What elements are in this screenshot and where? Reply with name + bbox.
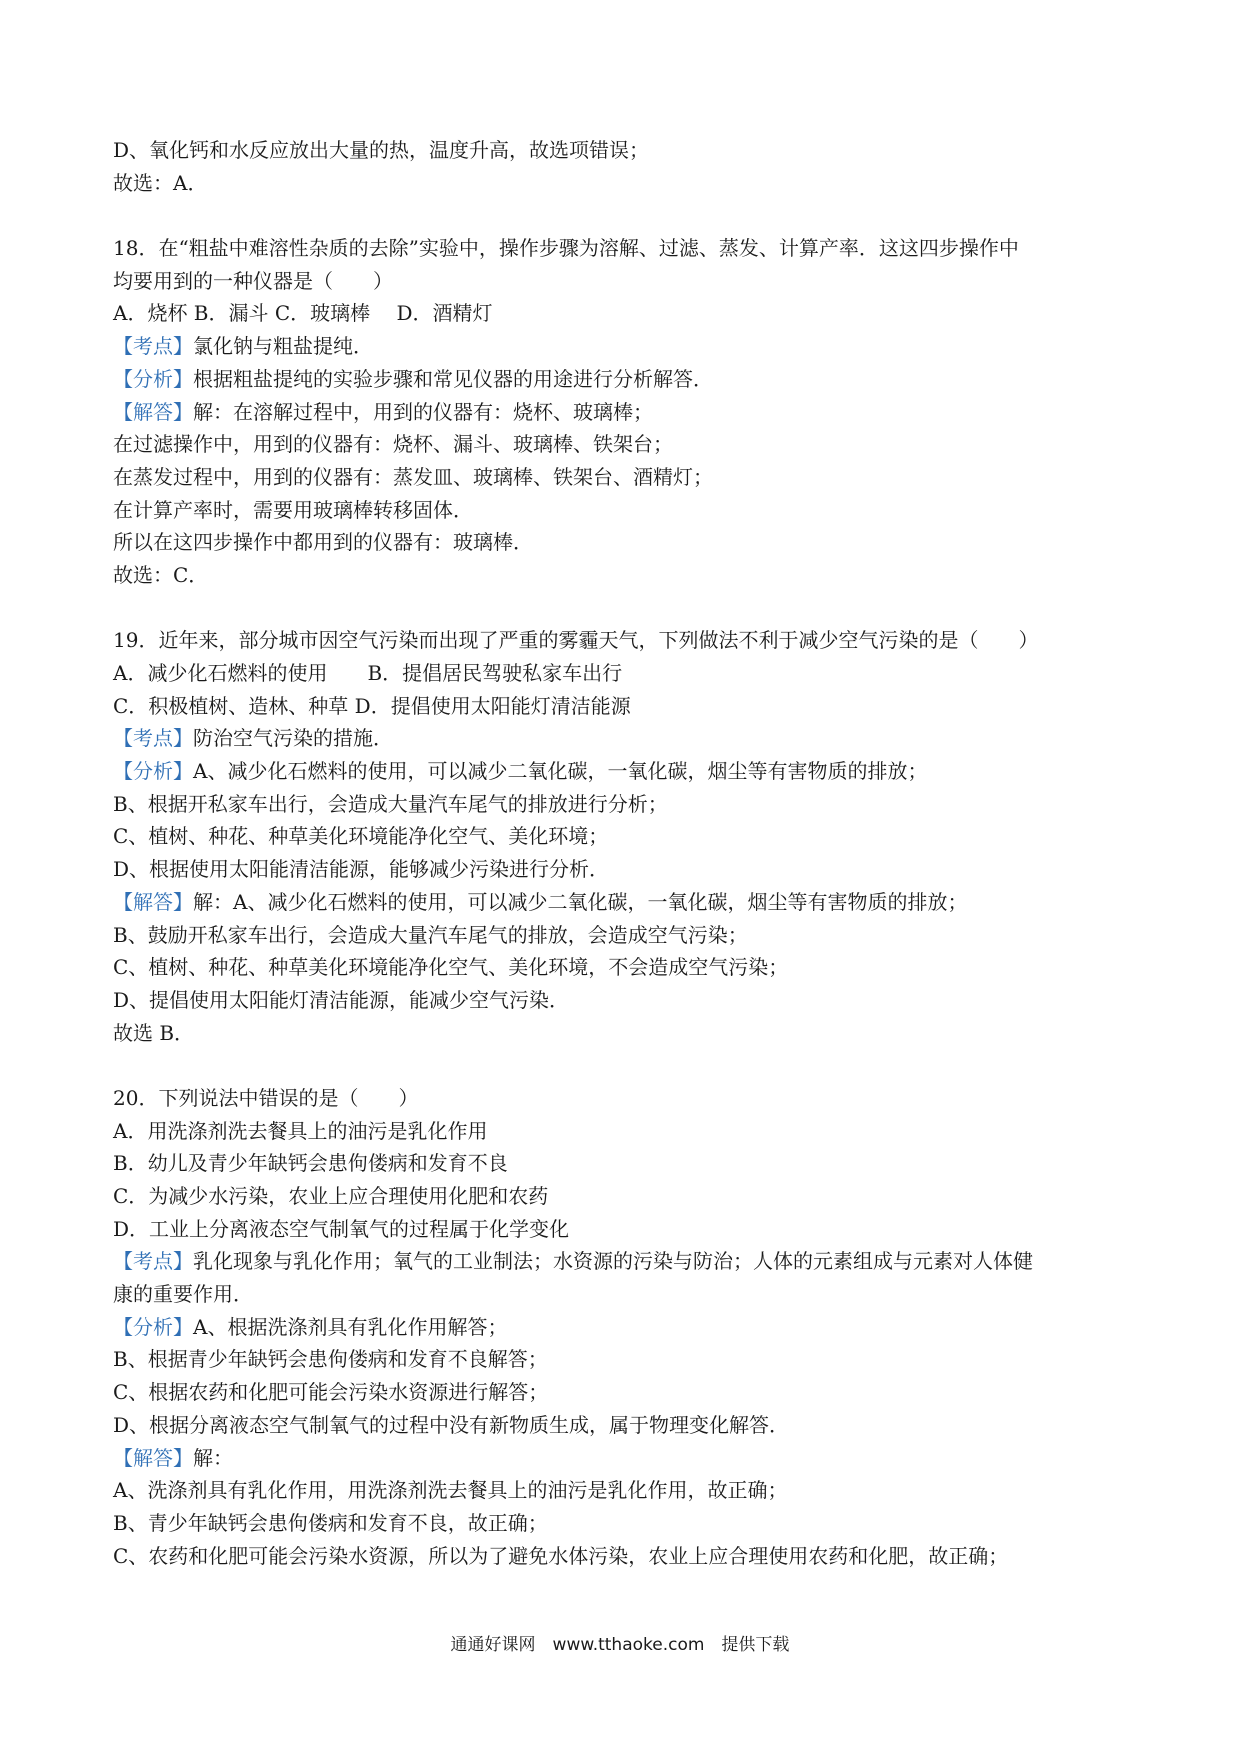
q20-stem: 20．下列说法中错误的是（ ） — [113, 1085, 419, 1110]
fenxi-tag: 【分析】 — [113, 759, 193, 784]
fenxi-text: A、减少化石燃料的使用，可以减少二氧化碳，一氧化碳，烟尘等有害物质的排放； — [193, 759, 928, 784]
q19-stem: 19．近年来，部分城市因空气污染而出现了严重的雾霾天气，下列做法不利于减少空气污染的是（ ） — [113, 628, 1039, 653]
q18-jieda-line: 在蒸发过程中，用到的仪器有：蒸发皿、玻璃棒、铁架台、酒精灯； — [113, 464, 713, 489]
q19-fenxi — [113, 755, 1133, 788]
jieda-tag: 【解答】 — [113, 1445, 193, 1470]
q19-jieda-line: C、植树、种花、种草美化环境能净化空气、美化环境，不会造成空气污染； — [113, 955, 789, 980]
kaodian-text: 乳化现象与乳化作用；氧气的工业制法；水资源的污染与防治；人体的元素组成与元素对人体健 — [193, 1249, 1033, 1274]
page-footer: 通通好课网 www.tthaoke.com 提供下载 — [450, 1635, 790, 1655]
q19-fenxi-line: D、根据使用太阳能清洁能源，能够减少污染进行分析． — [113, 857, 610, 882]
q20-option-c: C．为减少水污染，农业上应合理使用化肥和农药 — [113, 1184, 549, 1208]
q20-fenxi-line: B、根据青少年缺钙会患佝偻病和发育不良解答； — [113, 1347, 548, 1372]
document-body — [113, 134, 1133, 1572]
jieda-text: 解：在溶解过程中，用到的仪器有：烧杯、玻璃棒； — [193, 399, 653, 424]
q20-kaodian — [113, 1245, 1133, 1278]
q18-kaodian — [113, 330, 1133, 363]
q18-jieda — [113, 396, 1133, 429]
q19-fenxi-line: C、植树、种花、种草美化环境能净化空气、美化环境； — [113, 824, 609, 849]
q18-stem-cont: 均要用到的一种仪器是（ ） — [113, 268, 393, 293]
jieda-tag: 【解答】 — [113, 399, 193, 424]
jieda-text: 解：A、减少化石燃料的使用，可以减少二氧化碳，一氧化碳，烟尘等有害物质的排放； — [193, 889, 968, 914]
q18-fenxi — [113, 363, 1133, 396]
prev-option-d-analysis: D、氧化钙和水反应放出大量的热，温度升高，故选项错误； — [113, 138, 650, 162]
q18-answer: 故选：C． — [113, 562, 209, 587]
q19-jieda — [113, 886, 1133, 919]
q18-jieda-line: 在计算产率时，需要用玻璃棒转移固体． — [113, 497, 473, 522]
kaodian-tag: 【考点】 — [113, 1249, 193, 1274]
q20-option-a: A．用洗涤剂洗去餐具上的油污是乳化作用 — [113, 1118, 488, 1143]
q20-jieda-line: A、洗涤剂具有乳化作用，用洗涤剂洗去餐具上的油污是乳化作用，故正确； — [113, 1478, 788, 1503]
fenxi-tag: 【分析】 — [113, 1314, 193, 1339]
q18-jieda-line: 在过滤操作中，用到的仪器有：烧杯、漏斗、玻璃棒、铁架台； — [113, 432, 673, 457]
kaodian-text: 防治空气污染的措施． — [193, 726, 393, 751]
kaodian-tag: 【考点】 — [113, 334, 193, 359]
q18-stem: 18．在“粗盐中难溶性杂质的去除”实验中，操作步骤为溶解、过滤、蒸发、计算产率．这这四步操作中 — [113, 236, 1019, 261]
prev-answer: 故选：A． — [113, 170, 208, 195]
q20-jieda-line: B、青少年缺钙会患佝偻病和发育不良，故正确； — [113, 1510, 548, 1535]
q19-fenxi-line: B、根据开私家车出行，会造成大量汽车尾气的排放进行分析； — [113, 791, 668, 816]
kaodian-tag: 【考点】 — [113, 726, 193, 751]
q18-jieda-line: 所以在这四步操作中都用到的仪器有：玻璃棒． — [113, 530, 533, 555]
q20-fenxi-line: C、根据农药和化肥可能会污染水资源进行解答； — [113, 1380, 549, 1405]
fenxi-text: A、根据洗涤剂具有乳化作用解答； — [193, 1314, 508, 1339]
q20-fenxi — [113, 1311, 1133, 1344]
q20-jieda — [113, 1442, 1133, 1475]
kaodian-text: 氯化钠与粗盐提纯． — [193, 334, 373, 359]
q20-option-b: B．幼儿及青少年缺钙会患佝偻病和发育不良 — [113, 1151, 508, 1176]
q19-options: C．积极植树、造林、种草 D．提倡使用太阳能灯清洁能源 — [113, 693, 631, 718]
q20-option-d: D．工业上分离液态空气制氧气的过程属于化学变化 — [113, 1216, 570, 1241]
fenxi-tag: 【分析】 — [113, 366, 193, 391]
jieda-tag: 【解答】 — [113, 889, 193, 914]
q20-jieda-line: C、农药和化肥可能会污染水资源，所以为了避免水体污染，农业上应合理使用农药和化肥，故正确； — [113, 1543, 1009, 1568]
jieda-text: 解： — [193, 1445, 233, 1470]
q19-options: A．减少化石燃料的使用 B．提倡居民驾驶私家车出行 — [113, 661, 623, 685]
fenxi-text: 根据粗盐提纯的实验步骤和常见仪器的用途进行分析解答． — [193, 366, 713, 391]
q19-kaodian — [113, 722, 1133, 755]
q18-options: A．烧杯 B．漏斗 C．玻璃棒 D．酒精灯 — [113, 301, 493, 326]
q20-kaodian-cont: 康的重要作用． — [113, 1282, 253, 1307]
q19-jieda-line: B、鼓励开私家车出行，会造成大量汽车尾气的排放，会造成空气污染； — [113, 922, 748, 947]
q19-answer: 故选 B． — [113, 1020, 195, 1045]
q20-fenxi-line: D、根据分离液态空气制氧气的过程中没有新物质生成，属于物理变化解答． — [113, 1412, 790, 1437]
q19-jieda-line: D、提倡使用太阳能灯清洁能源，能减少空气污染． — [113, 987, 570, 1012]
